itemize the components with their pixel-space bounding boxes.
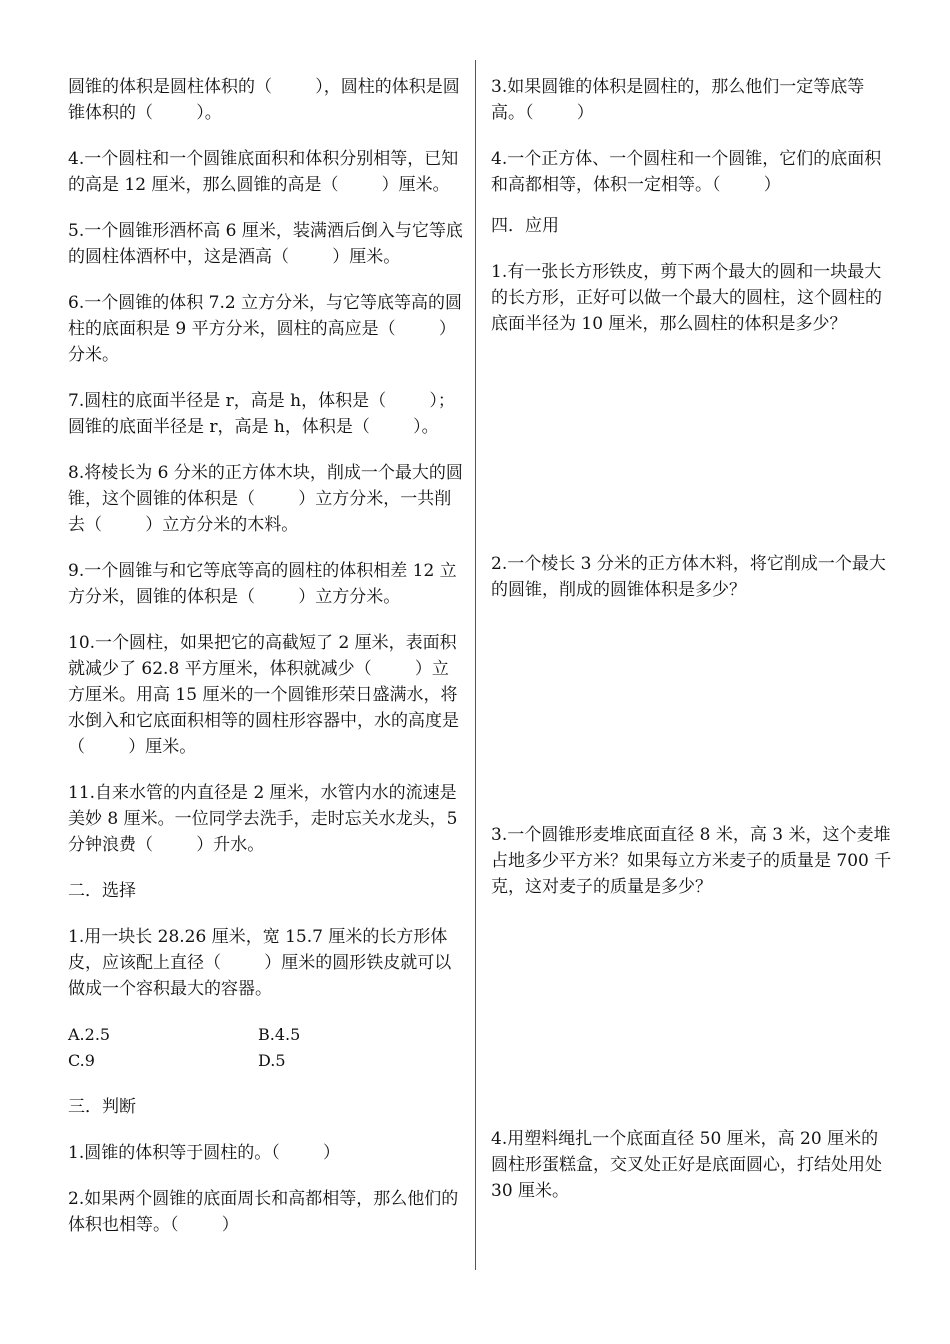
fill-blank-q9: 9.一个圆锥与和它等底等高的圆柱的体积相差 12 立方分米，圆锥的体积是（ ）立方分米。	[68, 561, 457, 607]
choice-q1: 1.用一块长 28.26 厘米，宽 15.7 厘米的长方形体皮，应该配上直径（ ）厘米的圆形铁皮就可以做成一个容积最大的容器。	[68, 927, 452, 999]
fill-blank-q11: 11.自来水管的内直径是 2 厘米，水管内水的流速是美妙 8 厘米。一位同学去洗手，走时忘关水龙头，5 分钟浪费（ ）升水。	[68, 783, 463, 855]
left-column	[68, 74, 464, 1238]
right-column	[491, 74, 895, 1204]
option-d: D.5	[258, 1051, 286, 1070]
fill-blank-q5: 5.一个圆锥形酒杯高 6 厘米，装满酒后倒入与它等底的圆柱体酒杯中，这是酒高（ ）厘米。	[68, 221, 463, 267]
choice-q1-options	[68, 1022, 464, 1074]
column-divider	[475, 60, 476, 1270]
section-application-title: 四．应用	[491, 216, 559, 236]
fill-blank-q10: 10.一个圆柱，如果把它的高截短了 2 厘米，表面积就减少了 62.8 平方厘米，体积就减少（ ）立方厘米。用高 15 厘米的一个圆锥形荣日盛满水，将水倒入和它底面积相等的圆柱形容器中，水的高度是（ ）厘米。	[68, 633, 459, 757]
section-choice-title: 二．选择	[68, 881, 136, 901]
application-q2: 2.一个棱长 3 分米的正方体木料，将它削成一个最大的圆锥，削成的圆锥体积是多少？	[491, 554, 886, 600]
judge-q1: 1.圆锥的体积等于圆柱的。（ ）	[68, 1143, 340, 1163]
application-q3: 3.一个圆锥形麦堆底面直径 8 米，高 3 米，这个麦堆占地多少平方米？如果每立方米麦子的质量是 700 千克，这对麦子的质量是多少？	[491, 825, 892, 897]
fill-blank-q3-continued: 圆锥的体积是圆柱体积的（ ），圆柱的体积是圆锥体积的（ ）。	[68, 77, 460, 123]
application-q1: 1.有一张长方形铁皮，剪下两个最大的圆和一块最大的长方形，正好可以做一个最大的圆柱，这个圆柱的底面半径为 10 厘米，那么圆柱的体积是多少？	[491, 262, 882, 334]
application-q4: 4.用塑料绳扎一个底面直径 50 厘米，高 20 厘米的圆柱形蛋糕盒，交叉处正好是底面圆心，打结处用处 30 厘米。	[491, 1129, 888, 1201]
fill-blank-q7: 7.圆柱的底面半径是 r，高是 h，体积是（ ）；圆锥的底面半径是 r，高是 h，体积是（ ）。	[68, 391, 455, 437]
option-a: A.2.5	[68, 1025, 111, 1044]
fill-blank-q4: 4.一个圆柱和一个圆锥底面积和体积分别相等，已知的高是 12 厘米，那么圆锥的高是（ ）厘米。	[68, 149, 459, 195]
option-b: B.4.5	[258, 1025, 301, 1044]
judge-q4: 4.一个正方体、一个圆柱和一个圆锥，它们的底面积和高都相等，体积一定相等。（ ）	[491, 149, 882, 195]
judge-q2: 2.如果两个圆锥的底面周长和高都相等，那么他们的体积也相等。（ ）	[68, 1189, 459, 1235]
fill-blank-q6: 6.一个圆锥的体积 7.2 立方分米，与它等底等高的圆柱的底面积是 9 平方分米，圆柱的高应是（ ）分米。	[68, 293, 463, 365]
judge-q3: 3.如果圆锥的体积是圆柱的，那么他们一定等底等高。（ ）	[491, 77, 865, 123]
option-c: C.9	[68, 1051, 95, 1070]
fill-blank-q8: 8.将棱长为 6 分米的正方体木块，削成一个最大的圆锥，这个圆锥的体积是（ ）立方分米，一共削去（ ）立方分米的木料。	[68, 463, 463, 535]
section-judge-title: 三．判断	[68, 1097, 136, 1117]
